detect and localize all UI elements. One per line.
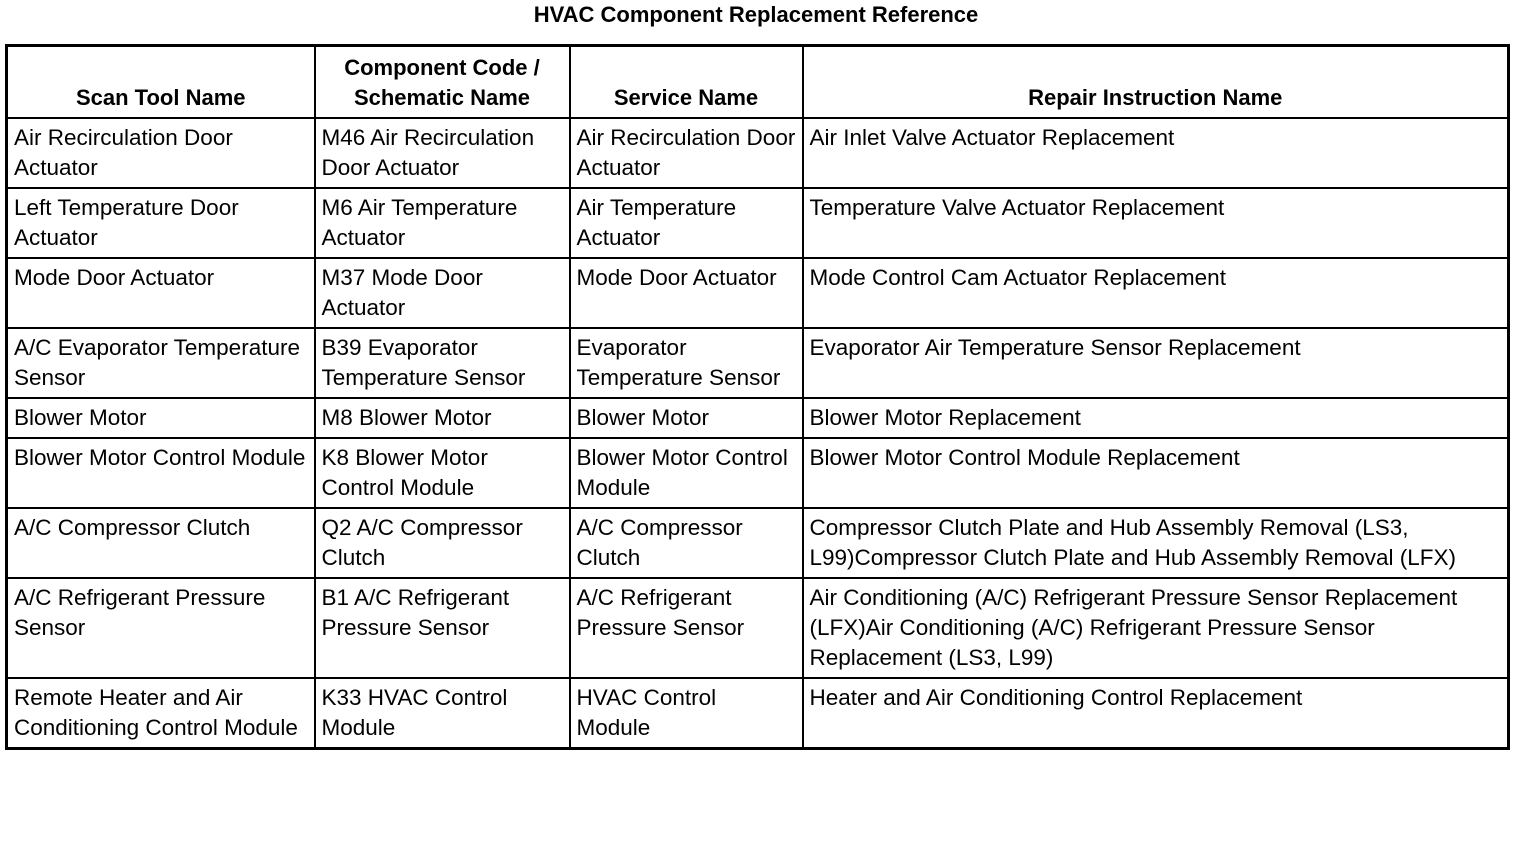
table-row: [7, 508, 1509, 578]
cell-scan-tool-name: Remote Heater and Air Conditioning Control Module: [7, 678, 315, 749]
table-row: [7, 328, 1509, 398]
cell-repair-instruction-name: Air Conditioning (A/C) Refrigerant Pressure Sensor Replacement (LFX)Air Conditioning (A/C) Refrigerant Pressure Sensor Replacement (LS3, L99): [803, 578, 1509, 678]
cell-repair-instruction-name: Blower Motor Control Module Replacement: [803, 438, 1509, 508]
cell-component-code: M8 Blower Motor: [315, 398, 570, 438]
replacement-reference-table: [5, 44, 1510, 750]
table-header-row: [7, 46, 1509, 119]
cell-scan-tool-name: Mode Door Actuator: [7, 258, 315, 328]
cell-service-name: Mode Door Actuator: [570, 258, 803, 328]
column-header-scan-tool-name: Scan Tool Name: [7, 46, 315, 119]
cell-service-name: A/C Compressor Clutch: [570, 508, 803, 578]
cell-scan-tool-name: Air Recirculation Door Actuator: [7, 118, 315, 188]
cell-component-code: B1 A/C Refrigerant Pressure Sensor: [315, 578, 570, 678]
cell-scan-tool-name: A/C Compressor Clutch: [7, 508, 315, 578]
cell-repair-instruction-name: Mode Control Cam Actuator Replacement: [803, 258, 1509, 328]
table-row: [7, 578, 1509, 678]
cell-component-code: M6 Air Temperature Actuator: [315, 188, 570, 258]
cell-component-code: K33 HVAC Control Module: [315, 678, 570, 749]
column-header-repair-instruction-name: Repair Instruction Name: [803, 46, 1509, 119]
cell-service-name: A/C Refrigerant Pressure Sensor: [570, 578, 803, 678]
cell-component-code: B39 Evaporator Temperature Sensor: [315, 328, 570, 398]
cell-service-name: Air Recirculation Door Actuator: [570, 118, 803, 188]
cell-service-name: HVAC Control Module: [570, 678, 803, 749]
cell-component-code: K8 Blower Motor Control Module: [315, 438, 570, 508]
page-title: HVAC Component Replacement Reference: [533, 2, 979, 27]
column-header-component-code-line1: Component Code /: [344, 55, 540, 80]
cell-scan-tool-name: A/C Refrigerant Pressure Sensor: [7, 578, 315, 678]
cell-service-name: Evaporator Temperature Sensor: [570, 328, 803, 398]
column-header-service-name: Service Name: [570, 46, 803, 119]
cell-repair-instruction-name: Blower Motor Replacement: [803, 398, 1509, 438]
cell-repair-instruction-name: Temperature Valve Actuator Replacement: [803, 188, 1509, 258]
cell-component-code: M37 Mode Door Actuator: [315, 258, 570, 328]
column-header-component-code: [315, 46, 570, 119]
cell-scan-tool-name: Blower Motor: [7, 398, 315, 438]
cell-service-name: Air Temperature Actuator: [570, 188, 803, 258]
cell-scan-tool-name: A/C Evaporator Temperature Sensor: [7, 328, 315, 398]
table-row: [7, 258, 1509, 328]
column-header-component-code-line2: Schematic Name: [353, 85, 531, 110]
table-row: [7, 188, 1509, 258]
cell-scan-tool-name: Blower Motor Control Module: [7, 438, 315, 508]
cell-component-code: M46 Air Recirculation Door Actuator: [315, 118, 570, 188]
cell-component-code: Q2 A/C Compressor Clutch: [315, 508, 570, 578]
cell-scan-tool-name: Left Temperature Door Actuator: [7, 188, 315, 258]
cell-service-name: Blower Motor: [570, 398, 803, 438]
table-row: [7, 438, 1509, 508]
cell-repair-instruction-name: Evaporator Air Temperature Sensor Replacement: [803, 328, 1509, 398]
table-row: [7, 398, 1509, 438]
table-row: [7, 118, 1509, 188]
table-row: [7, 678, 1509, 749]
cell-repair-instruction-name: Air Inlet Valve Actuator Replacement: [803, 118, 1509, 188]
cell-repair-instruction-name: Heater and Air Conditioning Control Replacement: [803, 678, 1509, 749]
cell-repair-instruction-name: Compressor Clutch Plate and Hub Assembly Removal (LS3, L99)Compressor Clutch Plate and Hub Assembly Removal (LFX): [803, 508, 1509, 578]
cell-service-name: Blower Motor Control Module: [570, 438, 803, 508]
